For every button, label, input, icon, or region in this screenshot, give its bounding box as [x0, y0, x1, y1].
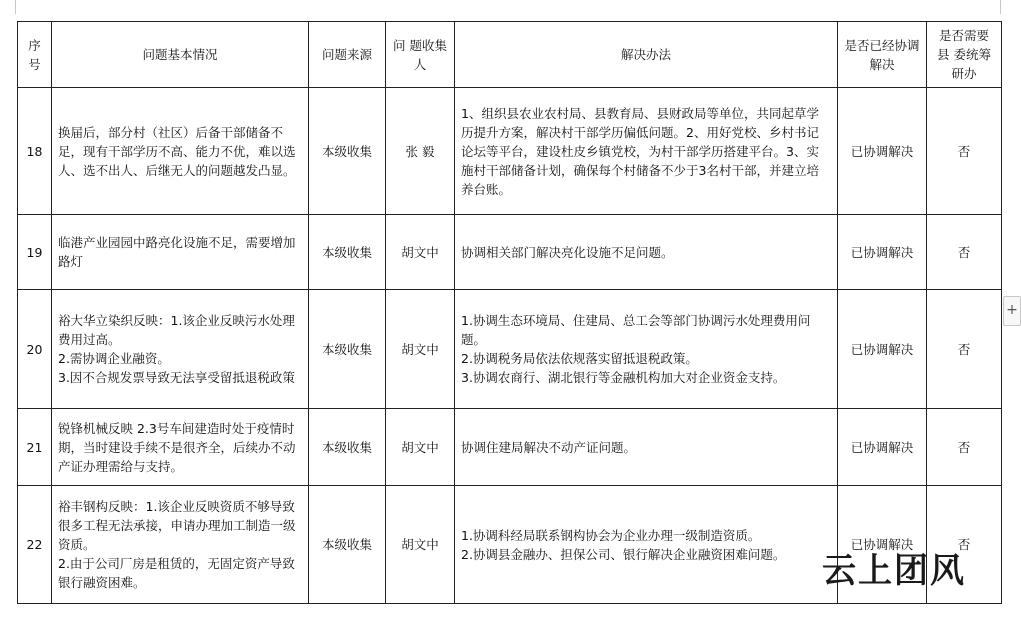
table-row: [18, 409, 1002, 486]
description-line: 裕大华立染织反映：1.该企业反映污水处理费用过高。: [58, 313, 295, 347]
header-escalate: 是否需要县 委统筹研办: [927, 22, 1002, 88]
cell-seq: 22: [18, 486, 52, 604]
header-solution: 解决办法: [455, 22, 838, 88]
cell-description: 临港产业园园中路亮化设施不足，需要增加路灯: [52, 215, 309, 290]
description-line: 裕丰钢构反映：1.该企业反映资质不够导致很多工程无法承接，申请办理加工制造一级资质。: [58, 499, 296, 552]
cell-source: 本级收集: [309, 409, 386, 486]
cell-description: [52, 486, 309, 604]
cell-escalate: 否: [927, 290, 1002, 409]
description-line: 2.需协调企业融资。: [58, 351, 170, 366]
cell-collector: 胡文中: [386, 215, 455, 290]
issues-table: [17, 21, 1002, 604]
cell-description: [52, 290, 309, 409]
description-line: 2.由于公司厂房是租赁的，无固定资产导致银行融资困难。: [58, 556, 295, 590]
cell-solution: 协调住建局解决不动产证问题。: [455, 409, 838, 486]
watermark-logo: 云上团风: [822, 551, 966, 591]
cell-resolved: 已协调解决: [838, 290, 927, 409]
header-resolved: 是否已经协调解决: [838, 22, 927, 88]
solution-line: 1.协调生态环境局、住建局、总工会等部门协调污水处理费用问题。: [461, 313, 811, 347]
add-row-button[interactable]: +: [1003, 296, 1021, 326]
cell-seq: 21: [18, 409, 52, 486]
cell-seq: 18: [18, 88, 52, 215]
cell-escalate: 否: [927, 409, 1002, 486]
header-description: 问题基本情况: [52, 22, 309, 88]
cell-resolved: 已协调解决: [838, 486, 927, 604]
cell-description: 锐锋机械反映 2.3号车间建造时处于疫情时期，当时建设手续不是很齐全，后续办不动产证办理需给与支持。: [52, 409, 309, 486]
table-row: [18, 215, 1002, 290]
header-source: 问题来源: [309, 22, 386, 88]
cell-source: 本级收集: [309, 486, 386, 604]
table-row: [18, 88, 1002, 215]
cell-escalate: 否: [927, 215, 1002, 290]
cell-collector: 胡文中: [386, 290, 455, 409]
cell-source: 本级收集: [309, 290, 386, 409]
cell-escalate: 否: [927, 486, 1002, 604]
cell-solution: 协调相关部门解决亮化设施不足问题。: [455, 215, 838, 290]
header-seq: 序号: [18, 22, 52, 88]
solution-line: 1.协调科经局联系钢构协会为企业办理一级制造资质。: [461, 527, 761, 543]
cell-collector: 胡文中: [386, 486, 455, 604]
cell-source: 本级收集: [309, 215, 386, 290]
cell-solution: [455, 290, 838, 409]
cell-resolved: 已协调解决: [838, 88, 927, 215]
cell-seq: 20: [18, 290, 52, 409]
cell-collector: 胡文中: [386, 409, 455, 486]
solution-line: 3.协调农商行、湖北银行等金融机构加大对企业资金支持。: [461, 370, 786, 385]
cell-resolved: 已协调解决: [838, 215, 927, 290]
table-row: [18, 290, 1002, 409]
page-margin-marker-right: [1000, 0, 1001, 14]
cell-description: 换届后，部分村（社区）后备干部储备不足，现有干部学历不高、能力不优，难以选人、选不出人、后继无人的问题越发凸显。: [52, 88, 309, 215]
solution-line: 2.协调县金融办、担保公司、银行解决企业融资困难问题。: [461, 546, 786, 562]
solution-line: 2.协调税务局依法依规落实留抵退税政策。: [461, 351, 698, 366]
cell-escalate: 否: [927, 88, 1002, 215]
page-margin-marker-left: [15, 0, 16, 14]
cell-solution: [455, 486, 838, 604]
cell-solution: 1、组织县农业农村局、县教育局、县财政局等单位，共同起草学历提升方案，解决村干部学历偏低问题。2、用好党校、乡村书记论坛等平台，建设杜皮乡镇党校，为村干部学历搭建平台。3、实施村干部储备计划，确保每个村储备不少于3名村干部，并建立培养台账。: [455, 88, 838, 215]
cell-resolved: 已协调解决: [838, 409, 927, 486]
table-header-row: [18, 22, 1002, 88]
cell-seq: 19: [18, 215, 52, 290]
cell-collector: 张 毅: [386, 88, 455, 215]
cell-source: 本级收集: [309, 88, 386, 215]
header-collector: 问 题收集人: [386, 22, 455, 88]
description-line: 3.因不合规发票导致无法享受留抵退税政策: [58, 370, 295, 385]
